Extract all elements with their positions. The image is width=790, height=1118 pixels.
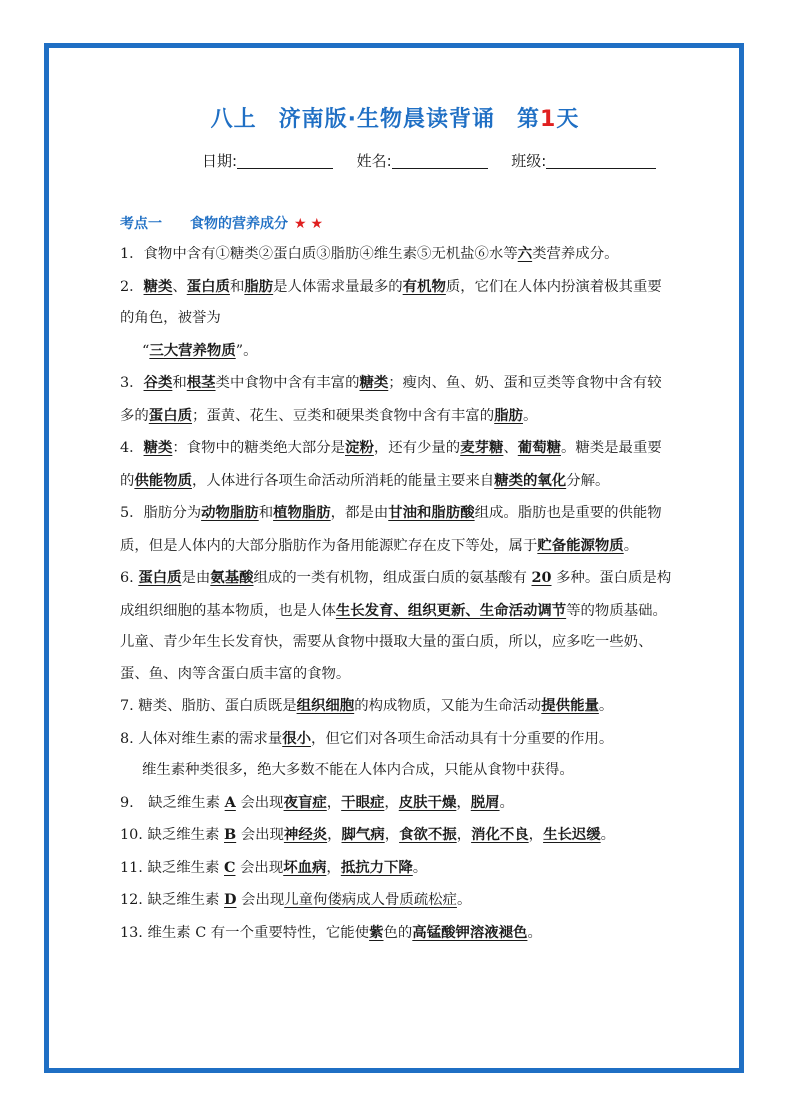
star-icon: ★★	[294, 216, 328, 232]
item-11: 11. 缺乏维生素 C 会出现坏血病，抵抗力下降。	[120, 858, 428, 876]
section-heading: 考点一 食物的营养成分 ★★	[120, 216, 328, 232]
name-field[interactable]	[392, 152, 488, 169]
item-9: 9. 缺乏维生素 A 会出现夜盲症，干眼症，皮肤干燥，脱屑。	[120, 793, 514, 811]
item-7: 7. 糖类、脂肪、蛋白质既是组织细胞的构成物质，又能为生命活动提供能量。	[120, 697, 614, 714]
class-field[interactable]	[546, 152, 656, 169]
item-8: 8. 人体对维生素的需求量很小，但它们对各项生命活动具有十分重要的作用。	[120, 729, 614, 747]
item-2: 2．糖类、蛋白质和脂肪是人体需求量最多的有机物质，它们在人体内扮演着极其重要的角色，被誉为	[120, 277, 662, 326]
item-4: 4．糖类：食物中的糖类绝大部分是淀粉，还有少量的麦芽糖、葡萄糖。糖类是最重要的供能物质，人体进行各项生命活动所消耗的能量主要来自糖类的氧化分解。	[120, 439, 662, 489]
item-8-cont: 维生素种类很多，绝大多数不能在人体内合成，只能从食物中获得。	[142, 762, 574, 778]
content	[120, 238, 672, 949]
date-field[interactable]	[237, 152, 333, 169]
item-12: 12. 缺乏维生素 D 会出现儿童佝偻病成人骨质疏松症。	[120, 891, 472, 908]
page-title: 八上 济南版·生物晨读背诵 第1天	[210, 107, 580, 132]
item-3: 3．谷类和根茎类中食物中含有丰富的糖类；瘦肉、鱼、奶、蛋和豆类等食物中含有较多的蛋白质；蛋黄、花生、豆类和硬果类食物中含有丰富的脂肪。	[120, 374, 662, 424]
student-info	[202, 150, 656, 171]
item-13: 13. 维生素 C 有一个重要特性，它能使紫色的高锰酸钾溶液褪色。	[120, 923, 542, 941]
date-label: 日期:	[202, 152, 238, 170]
item-1: 1．食物中含有①糖类②蛋白质③脂肪④维生素⑤无机盐⑥水等六类营养成分。	[120, 245, 619, 262]
class-label: 班级:	[511, 152, 547, 170]
item-2-cont: “三大营养物质”。	[142, 341, 258, 359]
name-label: 姓名:	[356, 152, 392, 170]
item-5: 5．脂肪分为动物脂肪和植物脂肪，都是由甘油和脂肪酸组成。脂肪也是重要的供能物质，但是人体内的大部分脂肪作为备用能源贮存在皮下等处，属于贮备能源物质。	[120, 504, 662, 554]
item-6: 6. 蛋白质是由氨基酸组成的一类有机物，组成蛋白质的氨基酸有 20 多种。蛋白质是构成组织细胞的基本物质，也是人体生长发育、组织更新、生命活动调节等的物质基础。儿童、青少年生长发育快，需要从食物中摄取大量的蛋白质，所以，应多吃一些奶、蛋、鱼、肉等含蛋白质丰富的食物。	[120, 569, 672, 682]
item-10: 10. 缺乏维生素 B 会出现神经炎，脚气病，食欲不振，消化不良，生长迟缓。	[120, 826, 616, 843]
